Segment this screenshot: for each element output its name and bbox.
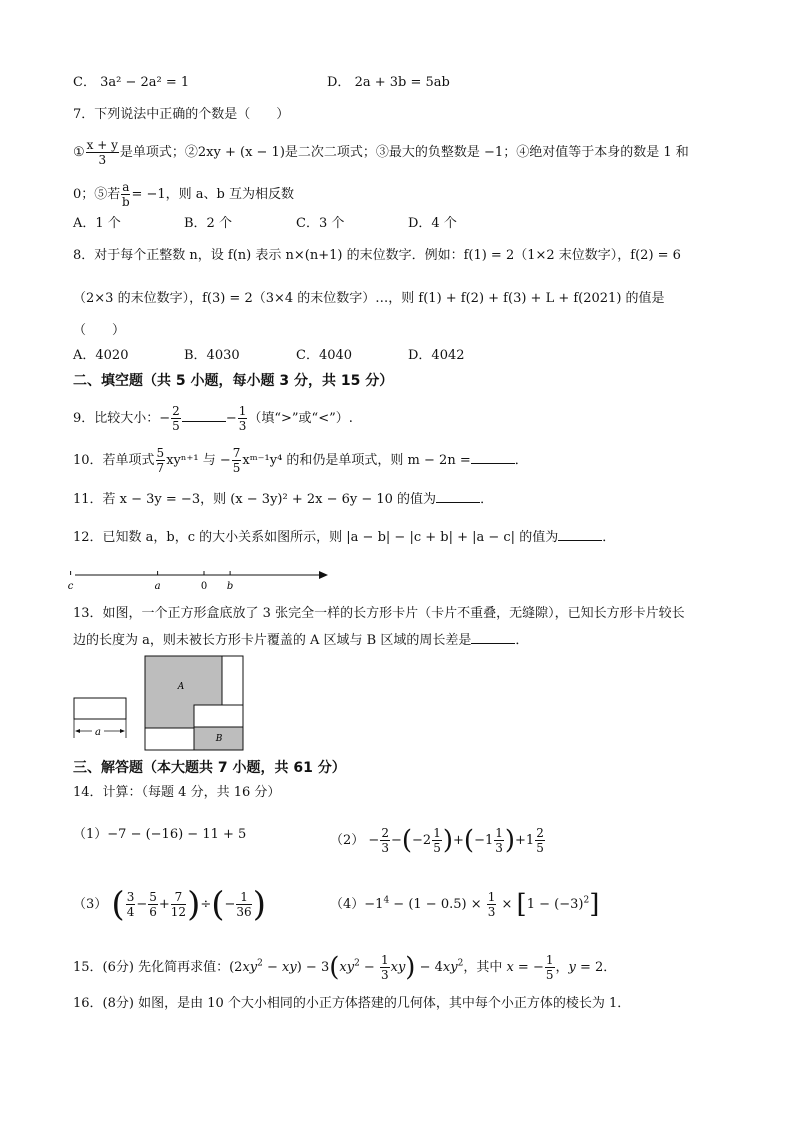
q11-post: ． xyxy=(480,492,494,507)
section-2-heading: 二、填空题（共 5 小题，每小题 3 分，共 15 分） xyxy=(73,373,394,389)
q8-option-d: D．4042 xyxy=(408,348,465,363)
q6-option-c: 3a² − 2a² = 1 xyxy=(100,75,190,90)
card-rect xyxy=(74,698,126,719)
q7-statement-line2 xyxy=(73,180,294,209)
q6-option-c-label: C． xyxy=(73,75,96,90)
q10-answer-blank[interactable] xyxy=(471,451,515,464)
q7-frac-den: 3 xyxy=(98,153,107,167)
q13-line2-text: 边的长度为 a，则未被长方形卡片覆盖的 A 区域与 B 区域的周长差是 xyxy=(73,633,472,648)
q7-frac-num: x + y xyxy=(86,138,118,152)
q10-frac1 xyxy=(156,446,166,475)
q10-line xyxy=(73,446,528,475)
q6-option-d: 2a + 3b = 5ab xyxy=(354,75,450,90)
q13-line2 xyxy=(73,631,528,650)
q9-frac1-den: 5 xyxy=(172,419,180,433)
number-line-label-b: b xyxy=(226,581,234,592)
q7-s2-post: = −1，则 a、b 互为相反数 xyxy=(131,187,294,202)
q6-option-d-label: D． xyxy=(327,75,351,90)
q7-stem: 7．下列说法中正确的个数是（ ） xyxy=(73,107,290,122)
q12-post: ． xyxy=(602,530,616,545)
q8-line2: （2×3 的末位数字），f(3) = 2（3×4 的末位数字）…，则 f(1) + f(2) + f(3) + L + f(2021) 的值是 xyxy=(73,291,665,306)
q10-t1: xyⁿ⁺¹ 与 − xyxy=(166,453,231,468)
number-line-label-0: 0 xyxy=(200,581,208,592)
dim-arrow-left-icon xyxy=(75,729,80,733)
q11-text: 11．若 x − 3y = −3，则 (x − 3y)² + 2x − 6y − 10 的值为 xyxy=(73,492,437,507)
q14-part4 xyxy=(330,890,599,919)
number-line-label-a: a xyxy=(154,581,161,592)
card-length-label: a xyxy=(95,727,101,738)
q14-part2 xyxy=(330,826,546,855)
square-box xyxy=(145,656,243,750)
q11-line xyxy=(73,490,493,509)
q10-frac2-den: 5 xyxy=(232,461,241,475)
q14-stem: 14．计算：（每题 4 分，共 16 分） xyxy=(73,785,281,800)
q9-frac2-num: 1 xyxy=(238,404,247,418)
q10-frac1-num: 5 xyxy=(156,446,165,460)
dim-arrow-right-icon xyxy=(120,729,125,733)
q9-pre: 9．比较大小：− xyxy=(73,411,171,426)
q13-figure xyxy=(70,652,250,754)
q8-line3: （ ） xyxy=(73,323,126,338)
q7-s2-pre: 0；⑤若 xyxy=(73,187,121,202)
q10-frac2-num: 7 xyxy=(232,446,241,460)
q9-mid: − xyxy=(225,411,237,426)
q10-post: ． xyxy=(514,453,528,468)
region-b-label: B xyxy=(215,734,223,744)
q6-options-row xyxy=(73,74,189,92)
q11-answer-blank[interactable] xyxy=(436,490,480,503)
q7-fraction-xy3 xyxy=(86,138,119,167)
q14-p3-label: （3） xyxy=(73,897,108,912)
q9-answer-blank[interactable] xyxy=(182,409,226,422)
q9-frac2 xyxy=(238,404,248,433)
q7-option-b: B．2 个 xyxy=(184,216,232,231)
q6-option-d-row xyxy=(327,74,450,92)
q7-frac2-den: b xyxy=(122,195,130,209)
q10-pre: 10．若单项式 xyxy=(73,453,155,468)
section-3-heading: 三、解答题（本大题共 7 小题，共 61 分） xyxy=(73,760,346,776)
q7-fraction-ab xyxy=(121,180,130,209)
q10-t2: xᵐ⁻¹y⁴ 的和仍是单项式，则 m − 2n = xyxy=(242,453,471,468)
q13-post: ． xyxy=(515,633,529,648)
q9-post: （填“>”或“<”）. xyxy=(248,411,353,426)
q15-expression: 15．(6分) 先化简再求值：$(2xy^2 - xy) - 3(xy^2$ − $\frac{1}{3}$ $xy) - 4xy^2$，其中 x = − $\frac{1}{5}$ ，y = 2． xyxy=(73,952,617,983)
q10-frac2 xyxy=(232,446,242,475)
q14-p4-expression: $(4)-1^4 - (1 - 0.5)$ × $\frac{1}{3}$ × $[1 - (-3)^2]$ xyxy=(330,889,600,920)
q7-option-d: D．4 个 xyxy=(408,216,457,231)
number-line-label-c: c xyxy=(67,581,74,592)
q14-part1: （1）−7 − (−16) − 11 + 5 xyxy=(73,827,247,842)
q16-line: 16．(8分) 如图，是由 10 个大小相同的小正方体搭建的几何体，其中每个小正方体的棱长为 1． xyxy=(73,996,631,1011)
q7-option-a: A．1 个 xyxy=(73,216,121,231)
q12-number-line xyxy=(67,562,340,596)
q8-option-b: B．4030 xyxy=(184,348,240,363)
q7-statement-line1 xyxy=(73,138,689,167)
q8-option-a: A．4020 xyxy=(73,348,129,363)
q9-frac1 xyxy=(171,404,181,433)
q14-p2-label: （2） xyxy=(330,833,365,848)
q14-p3-expression: ( $\frac{3}{4}$ − $\frac{5}{6}$ + $\frac{7}{12}$ )÷(− $\frac{1}{36}$ ) xyxy=(111,884,266,925)
number-line-arrow-icon xyxy=(319,571,328,579)
q14-part3 xyxy=(73,884,266,925)
q14-p2-expression: − $\frac{2}{3}$ −(−2 $\frac{1}{5}$ )+(−1 $\frac{1}{3}$ )+1 $\frac{2}{5}$ xyxy=(368,825,544,856)
q12-text: 12．已知数 a，b，c 的大小关系如图所示，则 |a − b| − |c + b| + |a − c| 的值为 xyxy=(73,530,559,545)
q9-frac1-num: 2 xyxy=(172,404,180,418)
q10-frac1-den: 7 xyxy=(156,461,165,475)
q15-line xyxy=(73,953,616,982)
q8-option-c: C．4040 xyxy=(296,348,353,363)
q8-line1: 8．对于每个正整数 n，设 f(n) 表示 n×(n+1) 的末位数字．例如：f(1) = 2（1×2 末位数字），f(2) = 6 xyxy=(73,248,681,263)
q7-s1-post: 是单项式；②2xy + (x − 1)是二次二项式；③最大的负整数是 −1；④绝对值等于本身的数是 1 和 xyxy=(119,145,689,160)
q12-answer-blank[interactable] xyxy=(558,528,602,541)
q7-frac2-num: a xyxy=(122,180,130,194)
q7-option-c: C．3 个 xyxy=(296,216,345,231)
card-vertical xyxy=(222,656,243,705)
region-a-label: A xyxy=(177,682,185,692)
q13-line1: 13．如图，一个正方形盒底放了 3 张完全一样的长方形卡片（卡片不重叠，无缝隙），已知长方形卡片较长 xyxy=(73,606,685,621)
card-middle xyxy=(194,705,243,727)
q13-answer-blank[interactable] xyxy=(471,631,515,644)
card-bottom xyxy=(145,728,194,750)
q12-line xyxy=(73,528,615,547)
q9-line xyxy=(73,404,353,433)
q9-frac2-den: 3 xyxy=(238,419,247,433)
q7-s1-pre: ① xyxy=(73,145,85,160)
